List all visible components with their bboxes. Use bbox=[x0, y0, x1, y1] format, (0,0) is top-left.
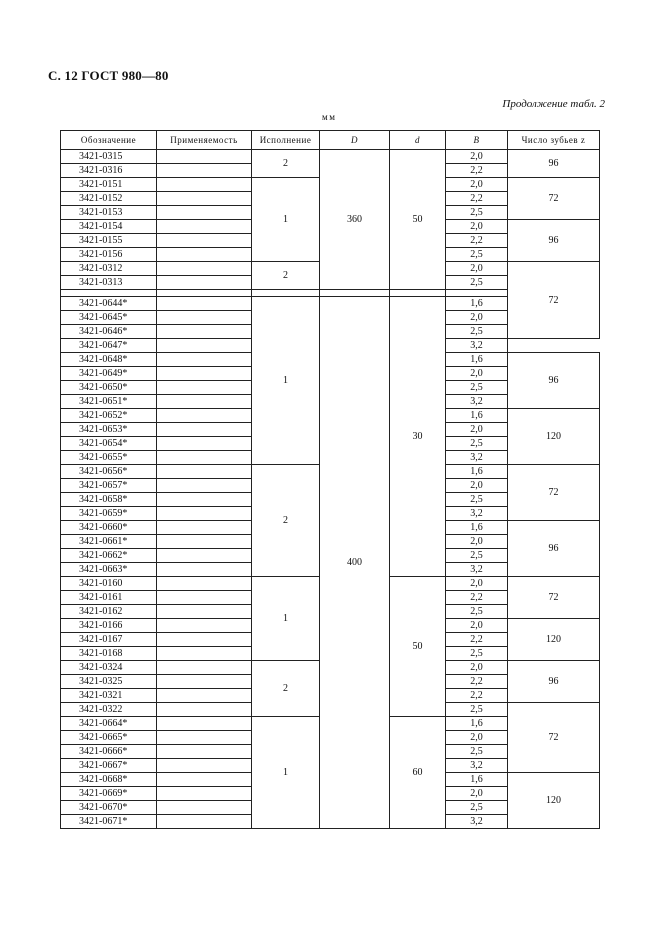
column-header-B: B bbox=[446, 131, 508, 150]
version-cell: 2 bbox=[252, 661, 320, 717]
designation-cell: 3421-0671* bbox=[61, 815, 157, 829]
applicability-cell bbox=[157, 451, 252, 465]
B-cell: 2,2 bbox=[446, 192, 508, 206]
B-cell: 2,5 bbox=[446, 549, 508, 563]
applicability-cell bbox=[157, 206, 252, 220]
designation-cell: 3421-0666* bbox=[61, 745, 157, 759]
gap-cell-applicability bbox=[157, 290, 252, 297]
teeth-cell: 120 bbox=[508, 773, 600, 829]
designation-cell: 3421-0324 bbox=[61, 661, 157, 675]
B-cell: 2,0 bbox=[446, 661, 508, 675]
D-cell: 400 bbox=[320, 297, 390, 829]
teeth-cell: 72 bbox=[508, 703, 600, 773]
applicability-cell bbox=[157, 367, 252, 381]
page-header: С. 12 ГОСТ 980—80 bbox=[48, 68, 169, 83]
applicability-cell bbox=[157, 801, 252, 815]
designation-cell: 3421-0168 bbox=[61, 647, 157, 661]
designation-cell: 3421-0152 bbox=[61, 192, 157, 206]
designation-cell: 3421-0665* bbox=[61, 731, 157, 745]
gap-cell-version bbox=[252, 290, 320, 297]
designation-cell: 3421-0321 bbox=[61, 689, 157, 703]
B-cell: 2,5 bbox=[446, 381, 508, 395]
teeth-cell: 96 bbox=[508, 353, 600, 409]
designation-cell: 3421-0649* bbox=[61, 367, 157, 381]
applicability-cell bbox=[157, 381, 252, 395]
B-cell: 3,2 bbox=[446, 815, 508, 829]
designation-cell: 3421-0662* bbox=[61, 549, 157, 563]
designation-cell: 3421-0155 bbox=[61, 234, 157, 248]
applicability-cell bbox=[157, 325, 252, 339]
B-cell: 2,2 bbox=[446, 234, 508, 248]
applicability-cell bbox=[157, 437, 252, 451]
designation-cell: 3421-0650* bbox=[61, 381, 157, 395]
column-header-applicability: Применяемость bbox=[157, 131, 252, 150]
teeth-cell: 96 bbox=[508, 150, 600, 178]
B-cell: 2,0 bbox=[446, 220, 508, 234]
applicability-cell bbox=[157, 815, 252, 829]
applicability-cell bbox=[157, 276, 252, 290]
applicability-cell bbox=[157, 703, 252, 717]
standard-table bbox=[60, 130, 600, 829]
designation-cell: 3421-0653* bbox=[61, 423, 157, 437]
B-cell: 3,2 bbox=[446, 759, 508, 773]
B-cell: 2,5 bbox=[446, 647, 508, 661]
designation-cell: 3421-0658* bbox=[61, 493, 157, 507]
applicability-cell bbox=[157, 493, 252, 507]
applicability-cell bbox=[157, 773, 252, 787]
applicability-cell bbox=[157, 717, 252, 731]
B-cell: 2,5 bbox=[446, 437, 508, 451]
d-cell: 30 bbox=[390, 297, 446, 577]
applicability-cell bbox=[157, 248, 252, 262]
applicability-cell bbox=[157, 465, 252, 479]
B-cell: 3,2 bbox=[446, 451, 508, 465]
B-cell: 1,6 bbox=[446, 521, 508, 535]
designation-cell: 3421-0166 bbox=[61, 619, 157, 633]
designation-cell: 3421-0154 bbox=[61, 220, 157, 234]
designation-cell: 3421-0648* bbox=[61, 353, 157, 367]
B-cell: 3,2 bbox=[446, 395, 508, 409]
applicability-cell bbox=[157, 759, 252, 773]
applicability-cell bbox=[157, 535, 252, 549]
table-row bbox=[61, 150, 600, 164]
designation-cell: 3421-0322 bbox=[61, 703, 157, 717]
column-header-version: Исполнение bbox=[252, 131, 320, 150]
B-cell: 2,5 bbox=[446, 801, 508, 815]
applicability-cell bbox=[157, 507, 252, 521]
applicability-cell bbox=[157, 262, 252, 276]
teeth-cell: 120 bbox=[508, 619, 600, 661]
B-cell: 1,6 bbox=[446, 409, 508, 423]
applicability-cell bbox=[157, 220, 252, 234]
designation-cell: 3421-0153 bbox=[61, 206, 157, 220]
B-cell: 3,2 bbox=[446, 339, 508, 353]
B-cell: 2,2 bbox=[446, 689, 508, 703]
B-cell: 1,6 bbox=[446, 773, 508, 787]
designation-cell: 3421-0663* bbox=[61, 563, 157, 577]
designation-cell: 3421-0162 bbox=[61, 605, 157, 619]
B-cell: 1,6 bbox=[446, 465, 508, 479]
designation-cell: 3421-0661* bbox=[61, 535, 157, 549]
version-cell: 1 bbox=[252, 577, 320, 661]
designation-cell: 3421-0654* bbox=[61, 437, 157, 451]
designation-cell: 3421-0657* bbox=[61, 479, 157, 493]
teeth-cell: 72 bbox=[508, 262, 600, 339]
applicability-cell bbox=[157, 619, 252, 633]
designation-cell: 3421-0664* bbox=[61, 717, 157, 731]
D-cell: 360 bbox=[320, 150, 390, 290]
applicability-cell bbox=[157, 521, 252, 535]
applicability-cell bbox=[157, 661, 252, 675]
B-cell: 2,0 bbox=[446, 619, 508, 633]
applicability-cell bbox=[157, 353, 252, 367]
applicability-cell bbox=[157, 311, 252, 325]
designation-cell: 3421-0167 bbox=[61, 633, 157, 647]
teeth-cell: 72 bbox=[508, 577, 600, 619]
B-cell: 2,5 bbox=[446, 605, 508, 619]
designation-cell: 3421-0667* bbox=[61, 759, 157, 773]
B-cell: 2,2 bbox=[446, 591, 508, 605]
designation-cell: 3421-0668* bbox=[61, 773, 157, 787]
applicability-cell bbox=[157, 731, 252, 745]
designation-cell: 3421-0315 bbox=[61, 150, 157, 164]
units-label: мм bbox=[322, 112, 337, 122]
teeth-cell: 96 bbox=[508, 661, 600, 703]
designation-cell: 3421-0660* bbox=[61, 521, 157, 535]
version-cell: 1 bbox=[252, 178, 320, 262]
B-cell: 1,6 bbox=[446, 717, 508, 731]
d-cell: 50 bbox=[390, 577, 446, 717]
applicability-cell bbox=[157, 423, 252, 437]
column-header-teeth: Число зубьев z bbox=[508, 131, 600, 150]
designation-cell: 3421-0670* bbox=[61, 801, 157, 815]
designation-cell: 3421-0659* bbox=[61, 507, 157, 521]
designation-cell: 3421-0655* bbox=[61, 451, 157, 465]
column-header-designation: Обозначение bbox=[61, 131, 157, 150]
B-cell: 2,2 bbox=[446, 675, 508, 689]
B-cell: 2,5 bbox=[446, 325, 508, 339]
designation-cell: 3421-0156 bbox=[61, 248, 157, 262]
applicability-cell bbox=[157, 787, 252, 801]
B-cell: 2,0 bbox=[446, 311, 508, 325]
B-cell: 1,6 bbox=[446, 297, 508, 311]
B-cell: 2,0 bbox=[446, 731, 508, 745]
designation-cell: 3421-0646* bbox=[61, 325, 157, 339]
version-cell: 2 bbox=[252, 150, 320, 178]
applicability-cell bbox=[157, 591, 252, 605]
designation-cell: 3421-0645* bbox=[61, 311, 157, 325]
designation-cell: 3421-0313 bbox=[61, 276, 157, 290]
B-cell: 2,0 bbox=[446, 787, 508, 801]
version-cell: 2 bbox=[252, 465, 320, 577]
applicability-cell bbox=[157, 563, 252, 577]
applicability-cell bbox=[157, 577, 252, 591]
B-cell: 2,0 bbox=[446, 178, 508, 192]
applicability-cell bbox=[157, 150, 252, 164]
version-cell: 1 bbox=[252, 717, 320, 829]
B-cell: 3,2 bbox=[446, 507, 508, 521]
applicability-cell bbox=[157, 192, 252, 206]
B-cell: 2,2 bbox=[446, 164, 508, 178]
applicability-cell bbox=[157, 605, 252, 619]
teeth-cell: 72 bbox=[508, 178, 600, 220]
table-continuation-label: Продолжение табл. 2 bbox=[502, 98, 605, 110]
designation-cell: 3421-0312 bbox=[61, 262, 157, 276]
B-cell: 2,5 bbox=[446, 206, 508, 220]
designation-cell: 3421-0325 bbox=[61, 675, 157, 689]
applicability-cell bbox=[157, 395, 252, 409]
column-header-d: d bbox=[390, 131, 446, 150]
designation-cell: 3421-0656* bbox=[61, 465, 157, 479]
gap-cell-designation bbox=[61, 290, 157, 297]
B-cell: 2,0 bbox=[446, 423, 508, 437]
gap-cell-teeth bbox=[390, 290, 446, 297]
B-cell: 2,0 bbox=[446, 535, 508, 549]
designation-cell: 3421-0647* bbox=[61, 339, 157, 353]
applicability-cell bbox=[157, 647, 252, 661]
designation-cell: 3421-0316 bbox=[61, 164, 157, 178]
designation-cell: 3421-0669* bbox=[61, 787, 157, 801]
designation-cell: 3421-0652* bbox=[61, 409, 157, 423]
teeth-cell: 96 bbox=[508, 220, 600, 262]
B-cell: 2,5 bbox=[446, 745, 508, 759]
applicability-cell bbox=[157, 689, 252, 703]
B-cell: 3,2 bbox=[446, 563, 508, 577]
d-cell: 60 bbox=[390, 717, 446, 829]
applicability-cell bbox=[157, 234, 252, 248]
applicability-cell bbox=[157, 178, 252, 192]
teeth-cell: 96 bbox=[508, 521, 600, 577]
B-cell: 2,0 bbox=[446, 367, 508, 381]
table-header-row bbox=[61, 131, 600, 150]
d-cell: 50 bbox=[390, 150, 446, 290]
designation-cell: 3421-0644* bbox=[61, 297, 157, 311]
B-cell: 2,0 bbox=[446, 577, 508, 591]
version-cell: 2 bbox=[252, 262, 320, 290]
teeth-cell: 72 bbox=[508, 465, 600, 521]
B-cell: 2,5 bbox=[446, 493, 508, 507]
applicability-cell bbox=[157, 549, 252, 563]
B-cell: 1,6 bbox=[446, 353, 508, 367]
B-cell: 2,0 bbox=[446, 262, 508, 276]
B-cell: 2,0 bbox=[446, 479, 508, 493]
applicability-cell bbox=[157, 479, 252, 493]
version-cell: 1 bbox=[252, 297, 320, 465]
applicability-cell bbox=[157, 297, 252, 311]
applicability-cell bbox=[157, 409, 252, 423]
B-cell: 2,2 bbox=[446, 633, 508, 647]
B-cell: 2,5 bbox=[446, 276, 508, 290]
designation-cell: 3421-0160 bbox=[61, 577, 157, 591]
B-cell: 2,0 bbox=[446, 150, 508, 164]
designation-cell: 3421-0151 bbox=[61, 178, 157, 192]
applicability-cell bbox=[157, 675, 252, 689]
applicability-cell bbox=[157, 745, 252, 759]
B-cell: 2,5 bbox=[446, 248, 508, 262]
table-body bbox=[61, 150, 600, 829]
gap-cell-B bbox=[320, 290, 390, 297]
applicability-cell bbox=[157, 164, 252, 178]
designation-cell: 3421-0161 bbox=[61, 591, 157, 605]
column-header-D: D bbox=[320, 131, 390, 150]
teeth-cell: 120 bbox=[508, 409, 600, 465]
B-cell: 2,5 bbox=[446, 703, 508, 717]
designation-cell: 3421-0651* bbox=[61, 395, 157, 409]
applicability-cell bbox=[157, 339, 252, 353]
applicability-cell bbox=[157, 633, 252, 647]
